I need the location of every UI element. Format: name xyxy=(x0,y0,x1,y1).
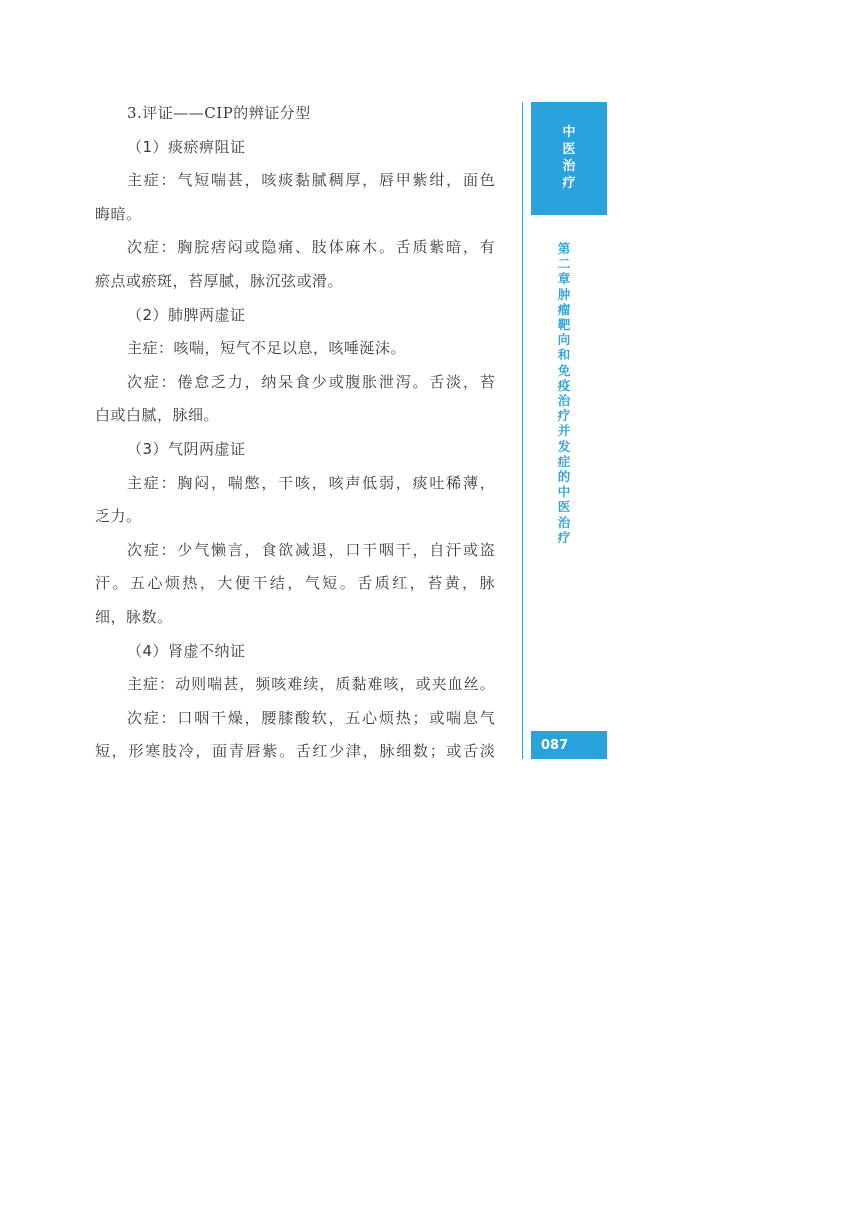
text-line: 主 症 ： 胸 闷 ， 喘 憋 ， 干 咳 ， 咳 声 低 弱 ， 痰 吐 稀 薄 ， xyxy=(127,473,495,492)
text-line: 乏力。 xyxy=(95,507,142,526)
text-line: 次 症 ： 倦 怠 乏 力 ， 纳 呆 食 少 或 腹 胀 泄 泻 。 舌 淡 ， 苔 xyxy=(127,372,495,391)
text-line: 短 ， 形 寒 肢 冷 ， 面 青 唇 紫 。 舌 红 少 津 ， 脉 细 数 ； 或 舌 淡 xyxy=(95,742,495,761)
text-line: 主 症 ： 气 短 喘 甚 ， 咳 痰 黏 腻 稠 厚 ， 唇 甲 紫 绀 ， 面 色 xyxy=(127,171,495,190)
text-line: （4）肾虚不纳证 xyxy=(127,641,246,660)
page-number-tab xyxy=(531,731,607,759)
text-line: 主症：咳喘，短气不足以息，咳唾涎沫。 xyxy=(127,339,407,358)
text-line: 3.评证——CIP的辨证分型 xyxy=(127,104,311,122)
text-line: 晦暗。 xyxy=(95,204,142,223)
text-line: 次 症 ： 胸 脘 痞 闷 或 隐 痛 、 肢 体 麻 木 。 舌 质 紫 暗 ， 有 xyxy=(127,238,495,257)
text-line: （3）气阴两虚证 xyxy=(127,440,246,458)
page-number: 087 xyxy=(541,737,569,753)
text-line: 细，脉数。 xyxy=(95,608,173,626)
text-line: 白或白腻，脉细。 xyxy=(95,406,220,425)
text-line: 汗 。 五 心 烦 热 ， 大 便 干 结 ， 气 短 。 舌 质 红 ， 苔 黄 ， 脉 xyxy=(95,574,495,593)
text-line: 次 症 ： 口 咽 干 燥 ， 腰 膝 酸 软 ， 五 心 烦 热 ； 或 喘 息 气 xyxy=(127,708,495,727)
text-line: 瘀点或瘀斑，苔厚腻，脉沉弦或滑。 xyxy=(95,272,344,290)
text-line: （2）肺脾两虚证 xyxy=(127,305,246,324)
text-line: 次 症 ： 少 气 懒 言 ， 食 欲 减 退 ， 口 干 咽 干 ， 自 汗 或 盗 xyxy=(127,540,495,559)
margin-divider xyxy=(522,102,523,759)
text-line: （1）痰瘀痹阻证 xyxy=(127,137,246,156)
section-tab xyxy=(531,102,607,215)
section-tab-label: 中医治疗 xyxy=(562,125,576,191)
chapter-title: 第二章 肿瘤靶向和免疫治疗并发症的中医治疗 xyxy=(557,241,583,545)
text-line: 主 症 ： 动 则 喘 甚 ， 频 咳 难 续 ， 质 黏 难 咳 ， 或 夹 血 丝 。 xyxy=(127,675,495,694)
